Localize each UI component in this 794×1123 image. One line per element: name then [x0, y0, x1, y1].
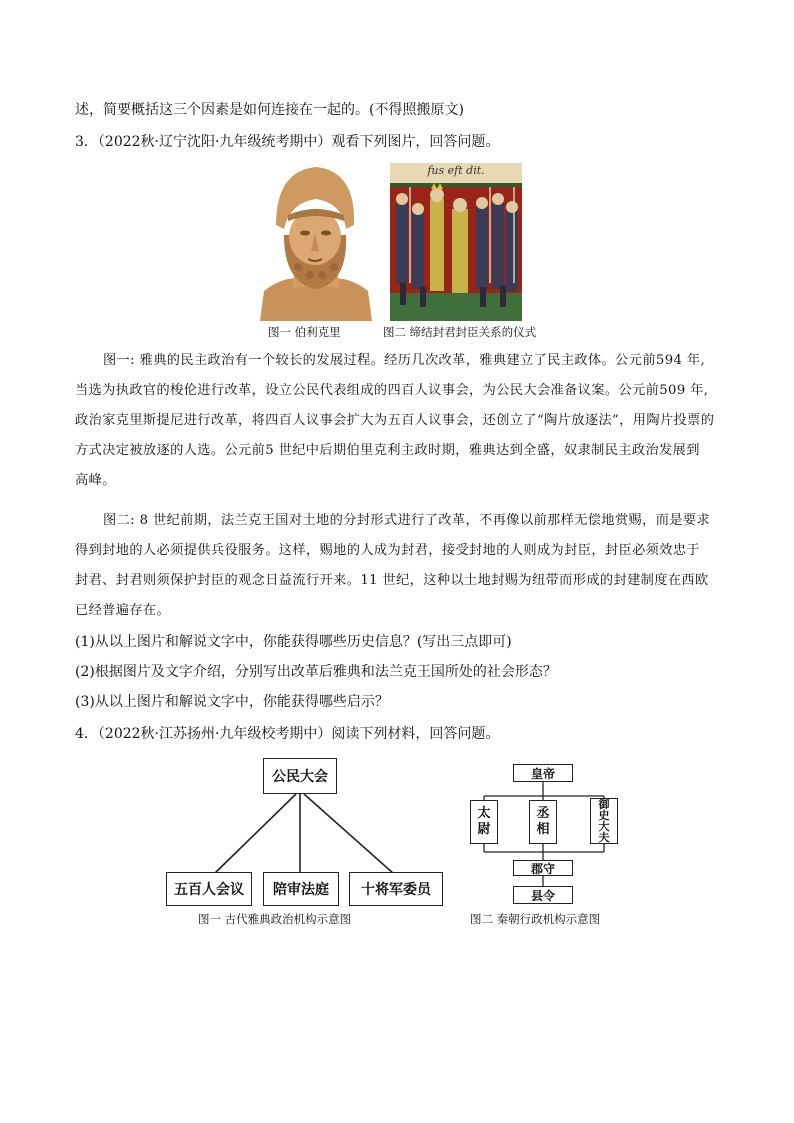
- question-3-3: (3)从以上图片和解说文字中，你能获得哪些启示？: [75, 694, 389, 710]
- qin-censor-char: 史: [598, 809, 610, 822]
- question-3-2: (2)根据图片及文字介绍，分别写出改革后雅典和法兰克王国所处的社会形态？: [75, 664, 557, 680]
- manuscript-caption-text: fus eft dit.: [427, 164, 485, 177]
- qin-taiwei-box: [470, 800, 498, 844]
- question-3-heading: 3．（2022秋·辽宁沈阳·九年级统考期中）观看下列图片，回答问题。: [75, 134, 500, 150]
- intro-line: 述，简要概括这三个因素是如何连接在一起的。(不得照搬原文): [75, 102, 464, 118]
- athens-court-box: 陪审法庭: [263, 872, 339, 906]
- para1-line: 图一: 雅典的民主政治有一个较长的发展过程。经历几次改革，雅典建立了民主政体。公元前594 年,: [103, 353, 706, 368]
- figure-1-caption: 图一 伯利克里: [268, 325, 341, 339]
- para1-line: 高峰。: [75, 473, 116, 488]
- para2-line: 图二: 8 世纪前期，法兰克王国对土地的分封形式进行了改革，不再像以前那样无偿地赏赐，而是要求: [103, 513, 711, 528]
- athens-generals-box: 十将军委员: [349, 872, 443, 906]
- qin-governor-box: 郡守: [513, 860, 573, 876]
- qin-chancellor-box: [529, 800, 557, 844]
- para2-line: 封君、封君则须保护封臣的观念日益流行开来。11 世纪，这种以土地封赐为纽带而形成的封建制度在西欧: [75, 573, 709, 588]
- qin-censor-char: 夫: [598, 831, 610, 844]
- qin-magistrate-box: 县令: [513, 886, 573, 904]
- qin-censor-char: 御: [598, 798, 610, 811]
- para2-line: 已经普遍存在。: [75, 603, 171, 618]
- para1-line: 当选为执政官的梭伦进行改革，设立公民代表组成的四百人议事会，为公民大会准备议案。公元前509 年,: [75, 383, 709, 398]
- para1-line: 政治家克里斯提尼进行改革，将四百人议事会扩大为五百人议事会，还创立了“陶片放逐法”，用陶片投票的: [75, 413, 715, 428]
- qin-chancellor-char: 丞: [536, 806, 550, 821]
- athens-diagram-caption: 图一 古代雅典政治机构示意图: [198, 912, 352, 926]
- para1-line: 方式决定被放逐的人选。公元前5 世纪中后期伯里克利主政时期，雅典达到全盛，奴隶制民主政治发展到: [75, 443, 700, 458]
- qin-censor-char: 大: [598, 820, 610, 833]
- athens-assembly-box: 公民大会: [263, 758, 337, 794]
- qin-taiwei-char: 尉: [477, 822, 491, 837]
- para2-line: 得到封地的人必须提供兵役服务。这样，赐地的人成为封君，接受封地的人则成为封臣，封臣必须效忠于: [75, 543, 701, 558]
- qin-emperor-box: 皇帝: [513, 764, 573, 782]
- qin-censor-box: [590, 798, 618, 844]
- qin-taiwei-char: 太: [477, 806, 491, 821]
- athens-council-box: 五百人会议: [166, 872, 252, 906]
- qin-chancellor-char: 相: [536, 822, 550, 837]
- question-3-1: (1)从以上图片和解说文字中，你能获得哪些历史信息？(写出三点即可): [75, 634, 512, 650]
- question-4-heading: 4．（2022秋·江苏扬州·九年级校考期中）阅读下列材料，回答问题。: [75, 726, 500, 742]
- qin-diagram-caption: 图二 秦朝行政机构示意图: [470, 912, 601, 926]
- figure-2-caption: 图二 缔结封君封臣关系的仪式: [383, 325, 537, 339]
